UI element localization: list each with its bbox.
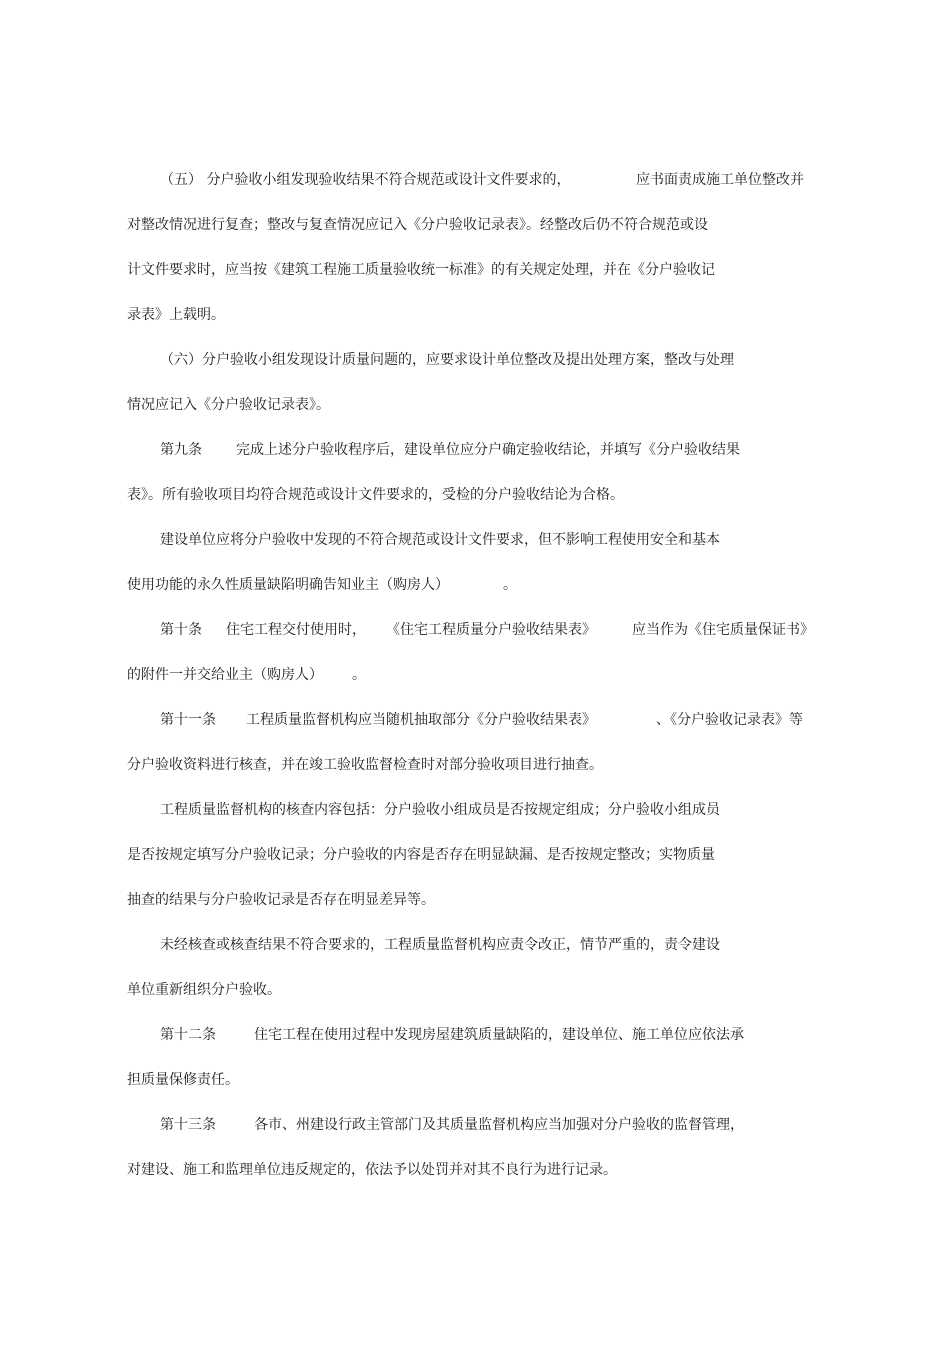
line-text: 第十三条 <box>160 1117 216 1133</box>
line-text: 分户验收资料进行核查，并在竣工验收监督检查时对部分验收项目进行抽查。 <box>127 757 603 773</box>
text-line <box>246 711 596 729</box>
line-text: 第九条 <box>160 442 202 458</box>
line-text: 抽查的结果与分户验收记录是否存在明显差异等。 <box>127 892 435 908</box>
line-text: 情况应记入《分户验收记录表》。 <box>127 397 330 413</box>
article-label <box>160 1116 216 1134</box>
text-line <box>226 621 366 639</box>
line-text: 担质量保修责任。 <box>127 1072 239 1088</box>
line-text: 第十一条 <box>160 712 216 728</box>
text-line <box>386 621 596 639</box>
line-text: 使用功能的永久性质量缺陷明确告知业主（购房人） <box>127 577 449 593</box>
article-label <box>160 1026 216 1044</box>
line-text: 。 <box>503 577 517 593</box>
text-line <box>127 306 225 324</box>
article-label <box>160 711 216 729</box>
text-line <box>127 666 323 684</box>
line-text: 应书面责成施工单位整改并 <box>636 172 804 188</box>
text-line <box>127 576 449 594</box>
line-text: 的附件一并交给业主（购房人） <box>127 667 323 683</box>
text-line <box>632 621 814 639</box>
text-line <box>236 441 740 459</box>
text-line <box>127 216 708 234</box>
text-line <box>160 936 720 954</box>
line-text: （六）分户验收小组发现设计质量问题的，应要求设计单位整改及提出处理方案，整改与处理 <box>160 352 734 368</box>
text-line <box>127 486 624 504</box>
line-text: 、《分户验收记录表》等 <box>656 712 803 728</box>
article-label <box>160 441 202 459</box>
line-text: 住宅工程交付使用时， <box>226 622 366 638</box>
line-text: 建设单位应将分户验收中发现的不符合规范或设计文件要求，但不影响工程使用安全和基本 <box>160 532 720 548</box>
line-text: 录表》上载明。 <box>127 307 225 323</box>
line-text: （五） 分户验收小组发现验收结果不符合规范或设计文件要求的， <box>160 172 571 188</box>
line-text: 单位重新组织分户验收。 <box>127 982 281 998</box>
line-text: 对建设、施工和监理单位违反规定的，依法予以处罚并对其不良行为进行记录。 <box>127 1162 617 1178</box>
line-text: 住宅工程在使用过程中发现房屋建筑质量缺陷的，建设单位、施工单位应依法承 <box>254 1027 744 1043</box>
text-line <box>127 1161 617 1179</box>
line-text: 工程质量监督机构应当随机抽取部分《分户验收结果表》 <box>246 712 596 728</box>
text-line <box>254 1116 744 1134</box>
text-line <box>656 711 803 729</box>
text-line <box>160 351 734 369</box>
text-line <box>160 801 720 819</box>
article-label <box>160 621 202 639</box>
line-text: 第十二条 <box>160 1027 216 1043</box>
line-text: 计文件要求时，应当按《建筑工程施工质量验收统一标准》的有关规定处理，并在《分户验收记 <box>127 262 715 278</box>
line-text: 表》。所有验收项目均符合规范或设计文件要求的，受检的分户验收结论为合格。 <box>127 487 624 503</box>
text-line <box>127 891 435 909</box>
text-line <box>160 531 720 549</box>
text-line <box>160 171 570 189</box>
text-line <box>127 756 603 774</box>
line-text: 《住宅工程质量分户验收结果表》 <box>386 622 596 638</box>
text-line <box>254 1026 744 1044</box>
text-line <box>127 261 715 279</box>
text-line <box>636 171 804 189</box>
line-text: 完成上述分户验收程序后，建设单位应分户确定验收结论，并填写《分户验收结果 <box>236 442 740 458</box>
line-text: 各市、州建设行政主管部门及其质量监督机构应当加强对分户验收的监督管理， <box>254 1117 744 1133</box>
text-line <box>127 1071 239 1089</box>
text-line <box>352 666 366 684</box>
line-text: 对整改情况进行复查；整改与复查情况应记入《分户验收记录表》。经整改后仍不符合规范或设 <box>127 217 708 233</box>
line-text: 未经核查或核查结果不符合要求的，工程质量监督机构应责令改正，情节严重的，责令建设 <box>160 937 720 953</box>
line-text: 第十条 <box>160 622 202 638</box>
text-line <box>127 981 281 999</box>
line-text: 工程质量监督机构的核查内容包括：分户验收小组成员是否按规定组成；分户验收小组成员 <box>160 802 720 818</box>
text-line <box>127 396 330 414</box>
text-line <box>127 846 715 864</box>
text-line <box>503 576 517 594</box>
line-text: 应当作为《住宅质量保证书》 <box>632 622 814 638</box>
line-text: 是否按规定填写分户验收记录；分户验收的内容是否存在明显缺漏、是否按规定整改；实物质量 <box>127 847 715 863</box>
line-text: 。 <box>352 667 366 683</box>
